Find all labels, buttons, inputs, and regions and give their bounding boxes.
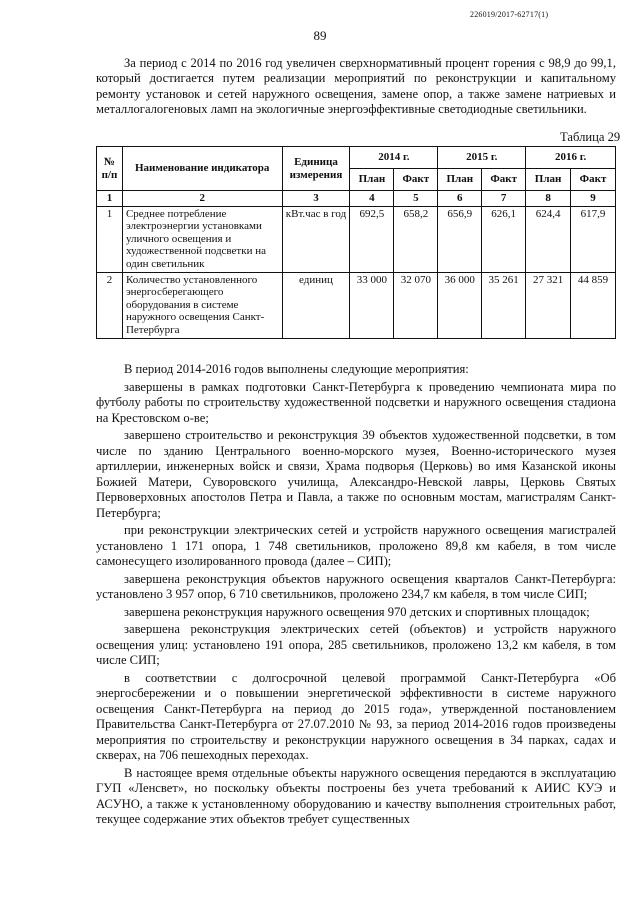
row-value: 658,2 — [394, 206, 438, 272]
body-paragraph: завершена реконструкция электрических сетей (объектов) и устройств наружного освещения улиц: установлено 191 опора, 285 светильников, проложено 13,2 км кабеля, в том числе СИП; — [96, 622, 616, 667]
header-fact: Факт — [482, 169, 526, 191]
header-year-2015: 2015 г. — [438, 147, 526, 169]
header-num: № п/п — [97, 147, 123, 191]
row-value: 626,1 — [482, 206, 526, 272]
header-plan: План — [350, 169, 394, 191]
index-cell: 4 — [350, 191, 394, 207]
index-cell: 5 — [394, 191, 438, 207]
document-body — [96, 362, 616, 828]
table-row — [97, 272, 616, 338]
row-value: 624,4 — [526, 206, 571, 272]
intro-paragraph: За период с 2014 по 2016 год увеличен сверхнормативный процент горения с 98,9 до 99,1, который достигается путем реализации мероприятий по реконструкции и капитальному ремонту установок и сетей наружного освещения, замене опор, а также замене натриевых и металлогалогеновых ламп на экологичные энергоэффективные светодиодные светильники. — [96, 56, 616, 117]
index-cell: 3 — [282, 191, 350, 207]
row-value: 33 000 — [350, 272, 394, 338]
body-paragraph: в соответствии с долгосрочной целевой программой Санкт-Петербурга «Об энергосбережении и о повышении энергетической эффективности в системе наружного освещения Санкт-Петербурга на период до 2015 года», утвержденной постановлением Правительства Санкт-Петербурга от 27.07.2010 № 93, за период 2014-2016 годов произведены мероприятия по строительству и реконструкции наружного освещения в 34 парках, садах и скверах, на 706 пешеходных переходах. — [96, 670, 616, 762]
indicator-table — [96, 146, 616, 339]
index-cell: 6 — [438, 191, 482, 207]
row-unit: кВт.час в год — [282, 206, 350, 272]
table-caption: Таблица 29 — [560, 130, 621, 144]
index-cell: 8 — [526, 191, 571, 207]
header-fact: Факт — [571, 169, 616, 191]
document-id: 226019/2017-62717(1) — [470, 10, 549, 19]
row-unit: единиц — [282, 272, 350, 338]
body-paragraph: В период 2014-2016 годов выполнены следующие мероприятия: — [124, 362, 469, 376]
body-paragraph: В настоящее время отдельные объекты наружного освещения передаются в эксплуатацию ГУП «Ленсвет», но поскольку объекты построены без учета требований к АИИС КУЭ и АСУНО, а также к установленному оборудованию и качеству выполнения строительных работ, текущее содержание этих объектов требует существенных — [96, 765, 616, 826]
body-paragraph: завершена реконструкция наружного освещения 970 детских и спортивных площадок; — [124, 604, 590, 619]
row-value: 27 321 — [526, 272, 571, 338]
header-fact: Факт — [394, 169, 438, 191]
index-row — [97, 191, 616, 207]
row-value: 36 000 — [438, 272, 482, 338]
row-value: 617,9 — [571, 206, 616, 272]
body-paragraph: завершены в рамках подготовки Санкт-Петербурга к проведению чемпионата мира по футболу работы по строительству художественной подсветки и наружного освещения стадиона на Крестовском о-ве; — [96, 379, 616, 425]
page-number: 89 — [313, 28, 327, 43]
row-value: 692,5 — [350, 206, 394, 272]
header-year-2014: 2014 г. — [350, 147, 438, 169]
row-indicator-name: Количество установленного энергосберегающего оборудования в системе наружного освещения Санкт-Петербурга — [122, 272, 282, 338]
body-paragraph: завершено строительство и реконструкция 39 объектов художественной подсветки, в том числе по зданию Центрального военно-морского музея, Военно-исторического музея артиллерии, инженерных войск и связи, Храма подворья (Церковь) во имя Казанской иконы Божией Матери, Суворовского училища, Александро-Невской лавры, Церковь Святых Первоверховных апостолов Петра и Павла, а также по основным мостам, магистралям Санкт-Петербурга; — [96, 428, 616, 520]
body-paragraph: при реконструкции электрических сетей и устройств наружного освещения магистралей установлено 1 171 опора, 1 748 светильников, проложено 89,8 км кабеля, в том числе самонесущего изолированного провода (далее – СИП); — [96, 523, 616, 568]
index-cell: 7 — [482, 191, 526, 207]
row-value: 32 070 — [394, 272, 438, 338]
header-plan: План — [526, 169, 571, 191]
table-row — [97, 206, 616, 272]
index-cell: 9 — [571, 191, 616, 207]
row-value: 44 859 — [571, 272, 616, 338]
header-year-2016: 2016 г. — [526, 147, 616, 169]
header-name: Наименование индикатора — [122, 147, 282, 191]
row-value: 35 261 — [482, 272, 526, 338]
row-num: 2 — [97, 272, 123, 338]
index-cell: 2 — [122, 191, 282, 207]
header-plan: План — [438, 169, 482, 191]
index-cell: 1 — [97, 191, 123, 207]
row-value: 656,9 — [438, 206, 482, 272]
row-num: 1 — [97, 206, 123, 272]
row-indicator-name: Среднее потребление электроэнергии установками уличного освещения и художественной подсветки на один светильник — [122, 206, 282, 272]
body-paragraph: завершена реконструкция объектов наружного освещения кварталов Санкт-Петербурга: установлено 3 957 опор, 6 710 светильников, проложено 234,7 км кабеля, в том числе СИП; — [96, 571, 616, 601]
header-unit: Единица измерения — [282, 147, 350, 191]
